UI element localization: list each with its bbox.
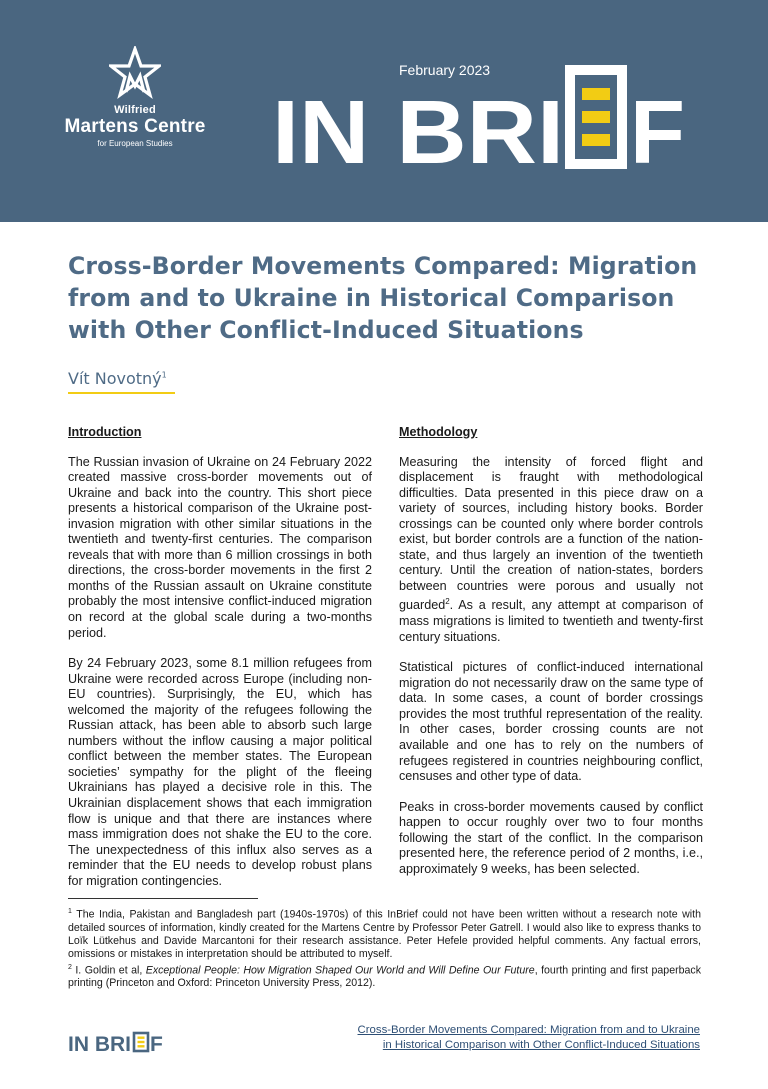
author-name[interactable] [68, 369, 167, 388]
methodology-paragraph-1 [399, 455, 703, 646]
introduction-column [68, 425, 372, 904]
e-bar-1 [582, 88, 610, 100]
footnote-1-number: 1 [68, 908, 72, 915]
author-underline [68, 392, 175, 394]
footer-link-line-1[interactable]: Cross-Border Movements Compared: Migration from and to Ukraine [357, 1024, 700, 1036]
publication-date: February 2023 [399, 62, 491, 78]
footer-link-line-2[interactable]: in Historical Comparison with Other Conflict-Induced Situations [382, 1039, 700, 1051]
footnote-2-number: 2 [68, 963, 72, 971]
methodology-paragraph-3: Peaks in cross-border movements caused by conflict happen to occur roughly over two to four months following the start of the conflict. In the comparison presented here, the reference period of 2 months, i.e., approximately 9 weeks, has been selected. [399, 799, 703, 876]
in-brief-wordmark [272, 62, 712, 172]
e-bar-3 [582, 134, 610, 146]
e-bar-2 [582, 111, 610, 123]
footnote-divider [68, 898, 258, 899]
logo-line-1: Wilfried [114, 104, 156, 116]
article-title: Cross-Border Movements Compared: Migration from and to Ukraine in Historical Comparison with Other Conflict-Induced Situations [68, 252, 698, 344]
footer-logo-text: IN BRI [68, 1033, 131, 1054]
logo-line-2: Martens Centre [64, 116, 206, 137]
author-name-text: Vít Novotný [68, 369, 162, 388]
author-footnote-ref[interactable]: 1 [161, 370, 167, 380]
methodology-heading: Methodology [399, 425, 478, 439]
footnote-2-text: I. Goldin et al, [71, 964, 146, 977]
footnote-1 [68, 905, 701, 961]
introduction-heading: Introduction [68, 425, 142, 439]
footnote-ref-2[interactable]: 2 [445, 597, 450, 607]
star-icon [109, 46, 161, 102]
header-banner [0, 0, 768, 222]
introduction-paragraph-2: By 24 February 2023, some 8.1 million refugees from Ukraine were recorded across Europe (including non-EU countries). Surprisingly, the EU, which has welcomed the majority of the refugees following the Russian attack, has been able to absorb such large numbers without the inflow causing a major political conflict between the member states. The European societies’ sympathy for the plight of the fleeing Ukrainians has played a decisive role in this. The Ukrainian displacement shows that each immigration flow is unique and that there are instances where mass immigration does not shake the EU to the core. The unexpectedness of this influx also serves as a reminder that the EU needs to develop robust plans for migration contingencies. [68, 656, 372, 888]
footer-e-bar-1 [138, 1037, 145, 1039]
footnotes [68, 905, 701, 990]
footer-e-bar-2 [138, 1041, 145, 1043]
footnote-2-text-end: , fourth printing and first paperback printing (Princeton and Oxford: Princeton University Press, 2012). [68, 964, 701, 990]
methodology-column [399, 425, 703, 892]
logo-line-3: for European Studies [97, 139, 173, 148]
methodology-p1-text: Measuring the intensity of forced flight and displacement is fraught with methodological difficulties. Data presented in this piece draw on a variety of sources, including history books. Border crossings can be counted only where border controls exist, but border controls are a function of the nation-state, and thus largely an invention of the twentieth century. Until the creation of nation-states, borders between countries were porous and usually not guarded [399, 454, 703, 613]
introduction-paragraph-1: The Russian invasion of Ukraine on 24 February 2022 created massive cross-border movements out of Ukraine and back into the country. This short piece presents a historical comparison of the Ukraine post-invasion migration with other similar situations in the twentieth and twenty-first centuries. The comparison reveals that with more than 6 million crossings in both directions, the cross-border movements in the first 2 months of the Russian assault on Ukraine constitute probably the most intensive conflict-induced migration on record at the global scale during a two-months period. [68, 454, 372, 640]
methodology-p1-text-end: . As a result, any attempt at comparison of mass migrations is limited to twentieth and twenty-first century situations. [399, 598, 703, 644]
footnote-2-book-title: Exceptional People: How Migration Shaped Our World and Will Define Our Future [145, 964, 535, 977]
footnote-1-text: The India, Pakistan and Bangladesh part (1940s-1970s) of this InBrief could not have been written without a research note with detailed sources of information, kindly created for the Martens Centre by Professor Peter Gatrell. I would also like to express thanks to Loïk Lütkehus and Davide Marcantoni for their research assistance. Peter Hefele provided helpful comments. Any factual errors, omissions or mistakes in interpretation should be attributed to myself. [68, 908, 701, 960]
footer-logo-f: F [150, 1033, 163, 1054]
wordmark-f: F [630, 83, 685, 172]
methodology-paragraph-2: Statistical pictures of conflict-induced international migration do not necessarily draw on the same type of data. In some cases, a count of border crossings provides the most truthful representation of the reality. In other cases, border crossing counts are not available and one has to rely on the numbers of refugees registered in countries neighbouring conflict, censuses and other type of data. [399, 660, 703, 784]
footnote-2 [68, 961, 701, 991]
footer-in-brief-logo [68, 1030, 168, 1054]
in-brief-wordmark-text: IN BRI [272, 83, 564, 172]
footer-e-bar-3 [138, 1045, 145, 1047]
martens-centre-logo[interactable] [60, 46, 210, 176]
footer-title-link[interactable] [300, 1023, 700, 1053]
